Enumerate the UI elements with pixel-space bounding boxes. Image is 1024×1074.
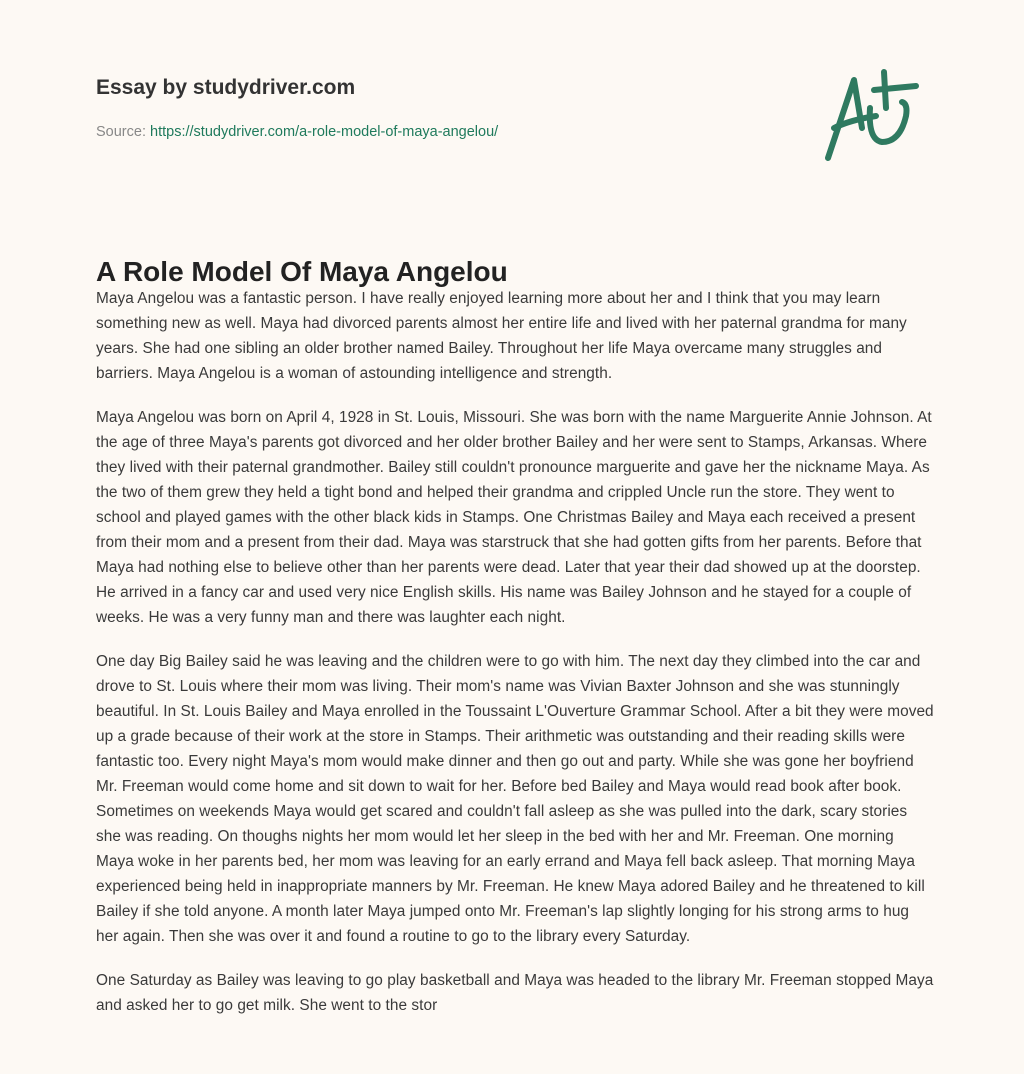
paragraph: One Saturday as Bailey was leaving to go play basketball and Maya was headed to the library Mr. Freeman stopped Maya and asked her to go get milk. She went to the stor xyxy=(96,972,934,1014)
brand-title: Essay by studydriver.com xyxy=(96,76,356,99)
paragraph: Maya Angelou was a fantastic person. I have really enjoyed learning more about her and I think that you may learn something new as well. Maya had divorced parents almost her entire life and lived with her paternal grandma for many years. She had one sibling an older brother named Bailey. Throughout her life Maya overcame many struggles and barriers. Maya Angelou is a woman of astounding intelligence and strength. xyxy=(96,290,907,382)
paragraph: One day Big Bailey said he was leaving and the children were to go with him. The next day they climbed into the car and drove to St. Louis where their mom was living. Their mom's name was Vivian Baxter Johnson and she was stunningly beautiful. In St. Louis Bailey and Maya enrolled in the Toussaint L'Ouverture Grammar School. After a bit they were moved up a grade because of their work at the store in Stamps. Their arithmetic was outstanding and their reading skills were fantastic too. Every night Maya's mom would make dinner and then go out and party. While she was gone her boyfriend Mr. Freeman would come home and sit down to wait for her. Before bed Bailey and Maya would read book after book. Sometimes on weekends Maya would get scared and couldn't fall asleep as she was pulled into the dark, scary stories she was reading. On thoughs nights her mom would let her sleep in the bed with her and Mr. Freeman. One morning Maya woke in her parents bed, her mom was leaving for an early errand and Maya fell back asleep. That morning Maya experienced being held in inappropriate manners by Mr. Freeman. He knew Maya adored Bailey and he threatened to kill Bailey if she told anyone. A month later Maya jumped onto Mr. Freeman's lap slightly longing for his strong arms to hug her again. Then she was over it and found a routine to go to the library every Saturday. xyxy=(96,653,934,945)
source-label: Source: xyxy=(96,124,146,140)
essay-title: A Role Model Of Maya Angelou xyxy=(96,256,508,287)
a-plus-logo-icon xyxy=(820,68,930,164)
paragraph: Maya Angelou was born on April 4, 1928 in St. Louis, Missouri. She was born with the name Marguerite Annie Johnson. At the age of three Maya's parents got divorced and her older brother Bailey and her were sent to Stamps, Arkansas. Where they lived with their paternal grandmother. Bailey still couldn't pronounce marguerite and gave her the nickname Maya. As the two of them grew they held a tight bond and helped their grandma and crippled Uncle run the store. They went to school and played games with the other black kids in Stamps. One Christmas Bailey and Maya each received a present from their mom and a present from their dad. Maya was starstruck that she had gotten gifts from her parents. Before that Maya had nothing else to believe other than her parents were dead. Later that year their dad showed up at the doorstep. He arrived in a fancy car and used very nice English skills. His name was Bailey Johnson and he stayed for a couple of weeks. He was a very funny man and there was laughter each night. xyxy=(96,409,932,626)
source-link[interactable]: https://studydriver.com/a-role-model-of-maya-angelou/ xyxy=(150,124,499,140)
essay-body xyxy=(96,286,934,1037)
source-line xyxy=(96,124,498,140)
